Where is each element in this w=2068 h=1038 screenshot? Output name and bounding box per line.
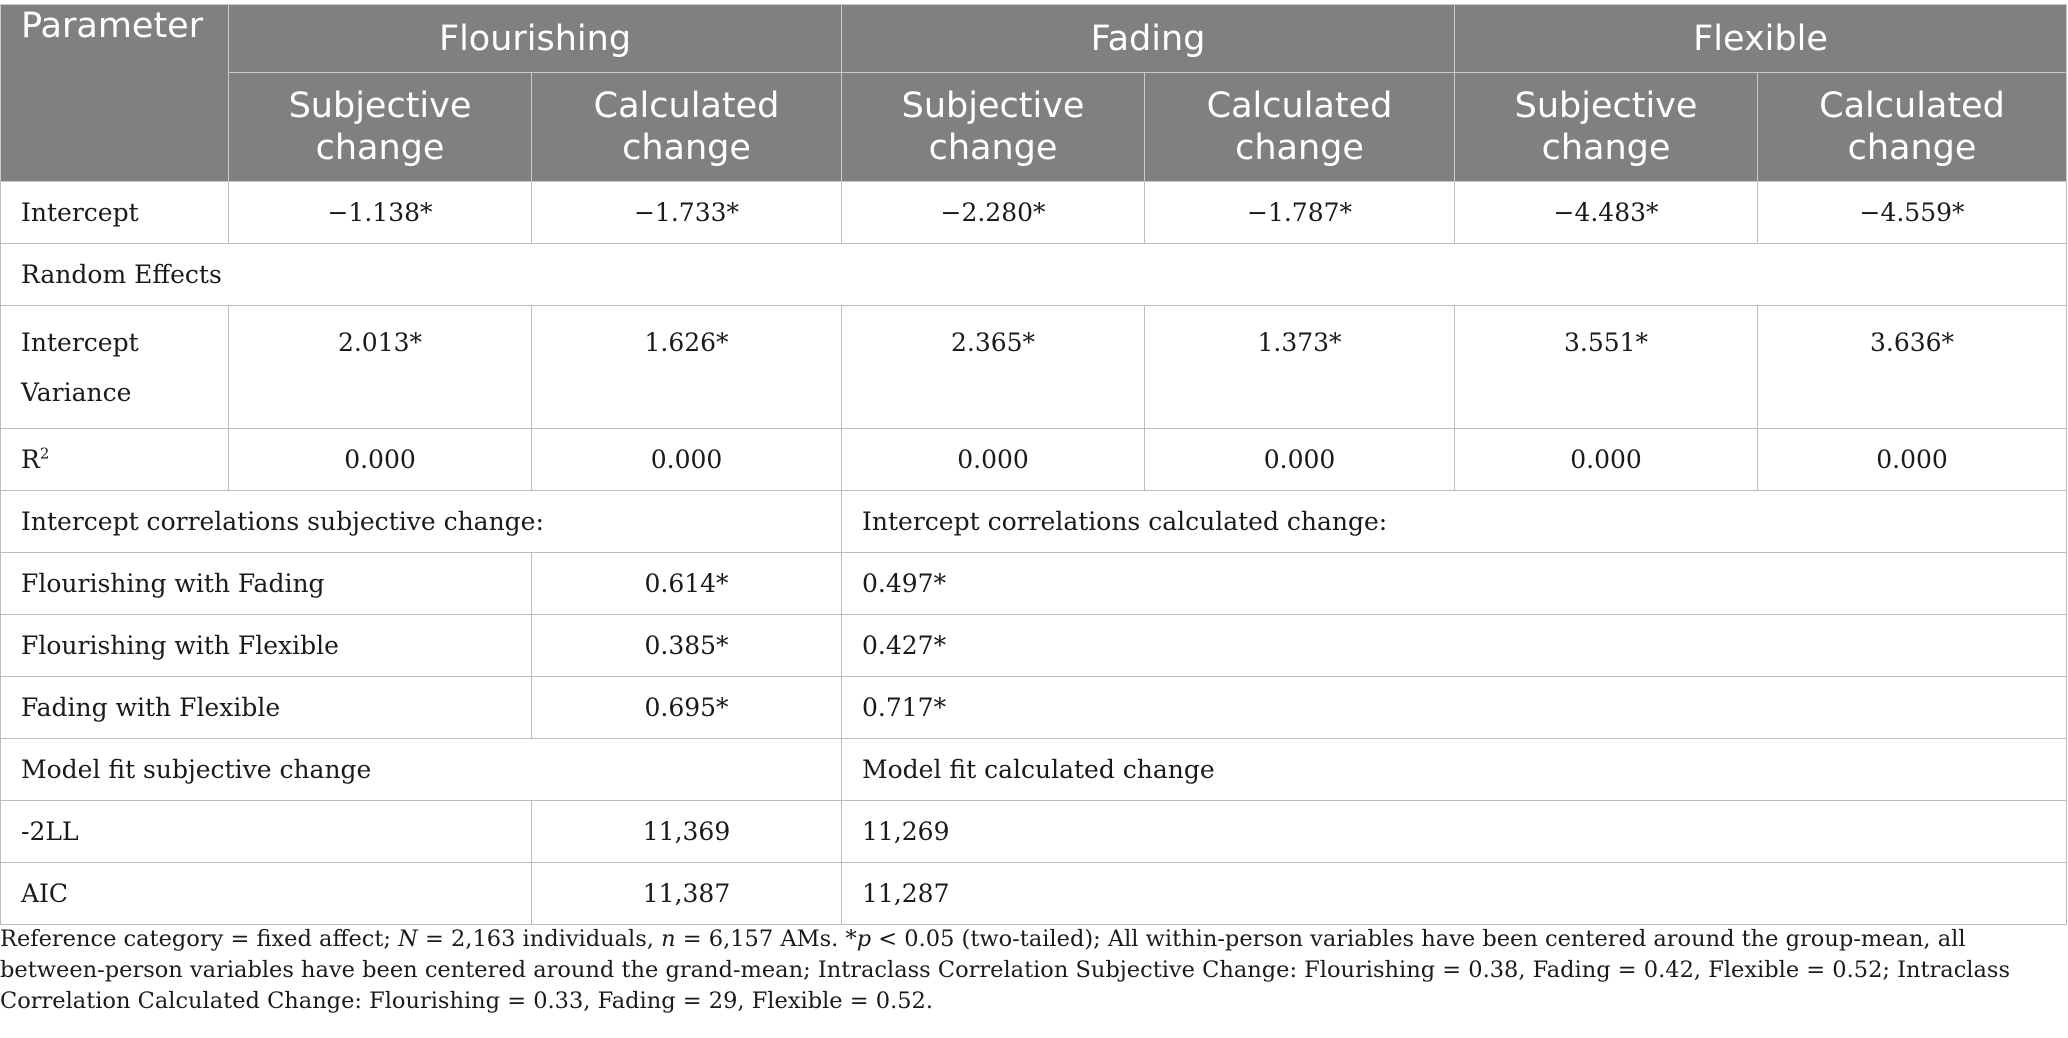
row-model-fit [1,863,2067,925]
r-squared-exponent: 2 [39,444,50,463]
correlations-subjective-heading: Intercept correlations subjective change: [1,491,842,553]
intercept-variance-value: 1.626* [532,306,842,429]
results-table-container [0,4,2066,925]
correlation-label: Flourishing with Flexible [1,615,532,677]
header-fading-calculated: Calculated change [1145,73,1455,182]
intercept-variance-value: 1.373* [1145,306,1455,429]
r-squared-value: 0.000 [1145,429,1455,491]
row-intercept-variance [1,306,2067,429]
footnote-text: = 2,163 individuals, [417,926,662,952]
model-fit-label: -2LL [1,801,532,863]
footnote-text: = 6,157 AMs. * [675,926,857,952]
header-fading: Fading [842,5,1455,73]
intercept-variance-value: 2.013* [229,306,532,429]
footnote-text: < 0.05 (two-tailed); All within-person variables have been centered around the group-mean, all between-person variables have been centered around the grand-mean; Intraclass Correlation Subjective Change: Flourishing = 0.38, Fading = 0.42, Flexible = 0.52; Intraclass Correlation Calculated Change: Flourishing = 0.33, Fading = 29, Flexible = 0.52. [0,926,2011,1014]
header-fading-subjective: Subjective change [842,73,1145,182]
header-flourishing: Flourishing [229,5,842,73]
intercept-value: −1.138* [229,182,532,244]
model-fit-label: AIC [1,863,532,925]
model-fit-subjective-heading: Model fit subjective change [1,739,842,801]
header-flexible-subjective: Subjective change [1455,73,1758,182]
row-correlations-header [1,491,2067,553]
row-r-squared [1,429,2067,491]
r-squared-value: 0.000 [842,429,1145,491]
r-squared-base: R [21,445,40,474]
row-random-effects [1,244,2067,306]
correlation-subjective-value: 0.614* [532,553,842,615]
model-fit-subjective-value: 11,387 [532,863,842,925]
correlation-label: Flourishing with Fading [1,553,532,615]
header-flourishing-calculated: Calculated change [532,73,842,182]
model-fit-calculated-heading: Model fit calculated change [842,739,2067,801]
correlation-subjective-value: 0.385* [532,615,842,677]
row-correlation [1,615,2067,677]
row-correlation [1,677,2067,739]
header-row-groups [1,5,2067,73]
table-footnote [0,924,2040,1017]
r-squared-value: 0.000 [532,429,842,491]
intercept-value: −1.733* [532,182,842,244]
row-correlation [1,553,2067,615]
r-squared-value: 0.000 [1758,429,2067,491]
intercept-value: −4.483* [1455,182,1758,244]
correlation-calculated-value: 0.717* [842,677,2067,739]
correlations-calculated-heading: Intercept correlations calculated change: [842,491,2067,553]
row-intercept [1,182,2067,244]
model-fit-calculated-value: 11,287 [842,863,2067,925]
intercept-variance-value: 3.636* [1758,306,2067,429]
correlation-label: Fading with Flexible [1,677,532,739]
intercept-variance-label: Intercept Variance [1,306,229,429]
intercept-value: −2.280* [842,182,1145,244]
intercept-value: −1.787* [1145,182,1455,244]
footnote-italic-n: n [661,926,676,952]
footnote-text: Reference category = fixed affect; [0,926,399,952]
r-squared-value: 0.000 [229,429,532,491]
model-fit-calculated-value: 11,269 [842,801,2067,863]
r-squared-value: 0.000 [1455,429,1758,491]
footnote-italic-p: p [856,926,872,952]
intercept-label: Intercept [1,182,229,244]
intercept-variance-value: 3.551* [1455,306,1758,429]
correlation-calculated-value: 0.497* [842,553,2067,615]
intercept-variance-value: 2.365* [842,306,1145,429]
correlation-calculated-value: 0.427* [842,615,2067,677]
footnote-italic-N: N [398,926,418,952]
results-table [0,4,2067,925]
row-model-fit-header [1,739,2067,801]
header-parameter: Parameter [1,5,229,182]
random-effects-label: Random Effects [1,244,2067,306]
header-flexible: Flexible [1455,5,2067,73]
model-fit-subjective-value: 11,369 [532,801,842,863]
header-flourishing-subjective: Subjective change [229,73,532,182]
header-row-subcols [1,73,2067,182]
correlation-subjective-value: 0.695* [532,677,842,739]
intercept-value: −4.559* [1758,182,2067,244]
row-model-fit [1,801,2067,863]
r-squared-label [1,429,229,491]
header-flexible-calculated: Calculated change [1758,73,2067,182]
